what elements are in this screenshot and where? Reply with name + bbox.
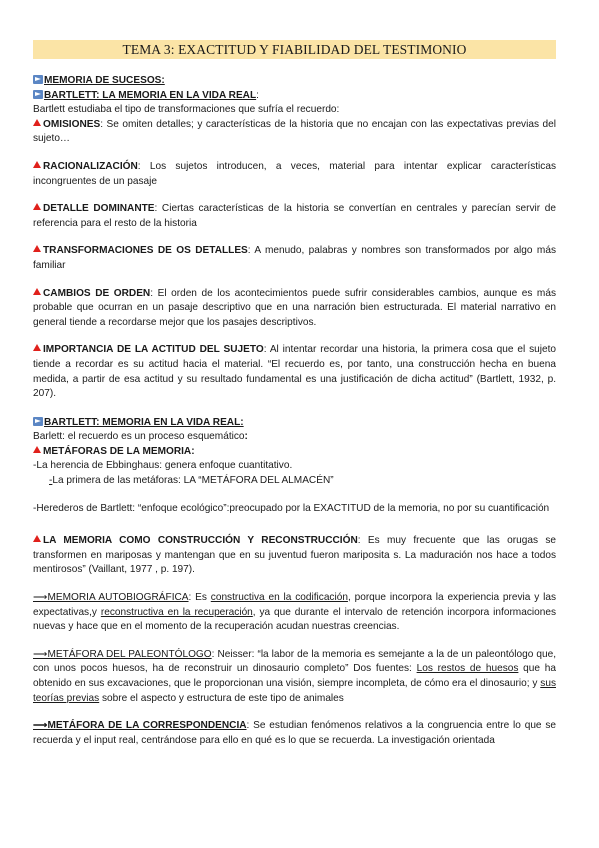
almacen-line: -La primera de las metáforas: LA “METÁFORA DEL ALMACÉN”	[49, 475, 334, 487]
arrow-box-icon	[33, 90, 43, 99]
red-triangle-icon	[33, 119, 41, 126]
red-triangle-icon	[33, 288, 41, 295]
list-item: CAMBIOS DE ORDEN: El orden de los acontecimientos puede sufrir considerables cambios, aunque es más probable que ocurran en un pasaje descriptivo que en una narración bien estructurada. El material narrativo en general tiende a recordarse mejor que los pasajes descriptivos.	[33, 287, 556, 328]
herederos-line: -Herederos de Bartlett: “enfoque ecológico”:preocupado por la EXACTITUD de la memoria, no por su cuantificación	[33, 502, 550, 514]
list-item: DETALLE DOMINANTE: Ciertas características de la historia se convertían en centrales y parecían servir de referencia para el resto de la historia	[33, 203, 556, 229]
red-triangle-icon	[33, 535, 41, 542]
list-item: IMPORTANCIA DE LA ACTITUD DEL SUJETO: Al intentar recordar una historia, la primera cosa que el sujeto tiende a recordar es su actitud hacia el material. “El recuerdo es, por tanto, una construcción hecha en buena medida, a partir de esa actitud y su resultado fundamental es una justificación de dicha actitud” (Bartlett, 1932, p. 207).	[33, 344, 557, 400]
section-correspondencia: ⟶METÁFORA DE LA CORRESPONDENCIA: Se estudian fenómenos relativos a la congruencia entre lo que se recuerda y el input real, centrándose para ello en qué es lo que se recuerda. La investigación orientada	[33, 720, 557, 746]
list-item: TRANSFORMACIONES DE OS DETALLES: A menudo, palabras y nombres son transformados por algo más familiar	[33, 245, 556, 271]
red-triangle-icon	[33, 245, 41, 252]
heading-bartlett-vida-real: BARTLETT: MEMORIA EN LA VIDA REAL:	[33, 416, 556, 431]
bartlett-intro: Bartlett estudiaba el tipo de transformaciones que sufría el recuerdo:	[33, 104, 340, 116]
section-bartlett-vida-real	[33, 416, 556, 517]
ebbinghaus-line: -La herencia de Ebbinghaus: genera enfoque cuantitativo.	[33, 460, 293, 472]
document-page	[33, 40, 556, 748]
heading-memoria-sucesos: MEMORIA DE SUCESOS:	[33, 74, 556, 89]
red-triangle-icon	[33, 203, 41, 210]
heading-metaforas: METÁFORAS DE LA MEMORIA:	[33, 445, 556, 460]
section-memoria-autobiografica: ⟶MEMORIA AUTOBIOGRÁFICA: Es constructiva en la codificación, porque incorpora la experiencia previa y las expectativas,y reconstructiva en la recuperación, ya que durante el intervalo de retención incorpora informaciones nuevas y hace que en el momento de la recuperación acudan nuestras creencias.	[33, 592, 557, 633]
red-triangle-icon	[33, 344, 41, 351]
bartlett-esquematico: Barlett: el recuerdo es un proceso esquemático:	[33, 431, 248, 443]
heading-bartlett-memoria: BARTLETT: LA MEMORIA EN LA VIDA REAL:	[33, 89, 556, 104]
list-item: RACIONALIZACIÓN: Los sujetos introducen, a veces, material para intentar explicar características incongruentes de un pasaje	[33, 160, 556, 187]
red-triangle-icon	[33, 161, 41, 168]
section-paleontologo: ⟶METÁFORA DEL PALEONTÓLOGO: Neisser: “la labor de la memoria es semejante a la de un paleontólogo que, con unos pocos huesos, ha de reconstruir un dinosaurio completo” Dos fuentes: Los restos de huesos que ha obtenido en sus excavaciones, que le proporcionan una visión, siempre incompleta, de cómo era el dinosaurio; y sus teorías previas sobre el aspecto y estructura de este tipo de animales	[33, 648, 556, 704]
red-triangle-icon	[33, 446, 41, 453]
section-construccion: LA MEMORIA COMO CONSTRUCCIÓN Y RECONSTRUCCIÓN: Es muy frecuente que las orugas se transformen en mariposas y mantengan que en su juventud fueron mariposita s. La maduración nos hace a todos mentirosos” (Vaillant, 1977 , p. 197).	[33, 535, 556, 576]
document-title: TEMA 3: EXACTITUD Y FIABILIDAD DEL TESTIMONIO	[33, 40, 556, 59]
arrow-box-icon	[33, 75, 43, 84]
list-item: OMISIONES: Se omiten detalles; y características de la historia que no encajan con las expectativas previas del sujeto…	[33, 118, 556, 145]
arrow-box-icon	[33, 417, 43, 426]
section-memoria-sucesos	[33, 74, 556, 402]
